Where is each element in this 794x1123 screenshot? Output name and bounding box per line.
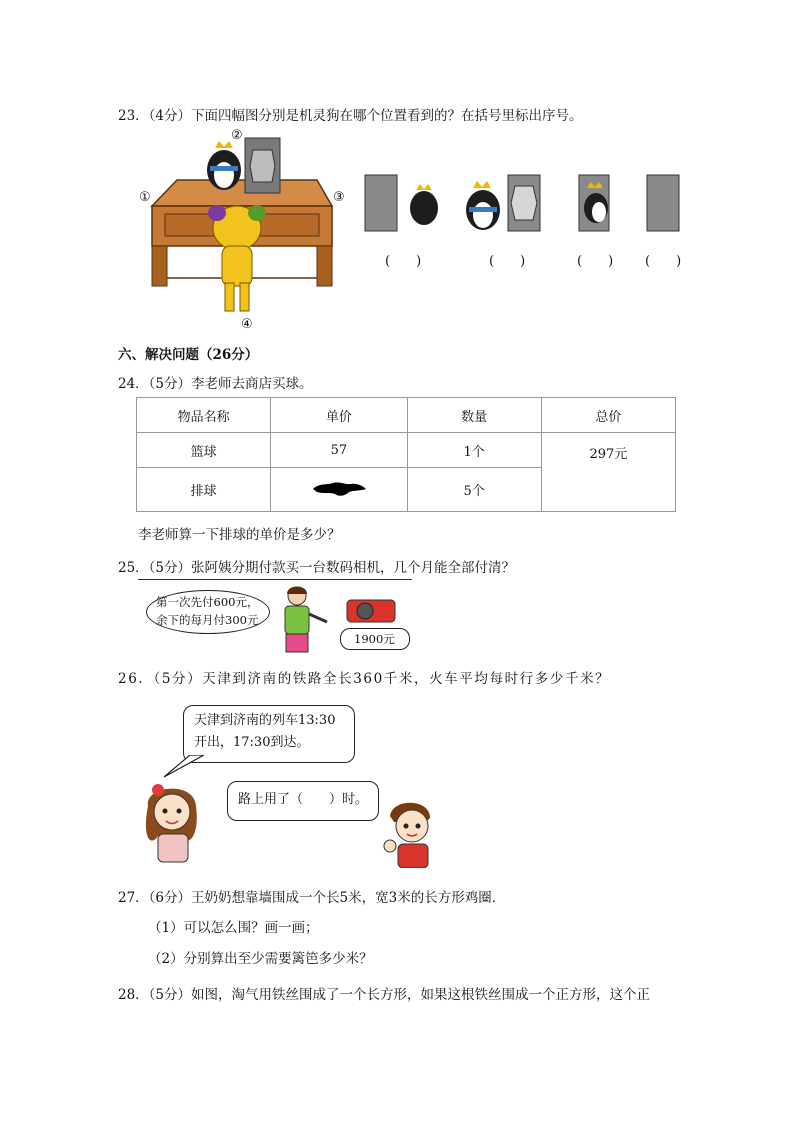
answer-blank-3[interactable]: ( ): [577, 254, 614, 269]
girl-illustration: [138, 776, 208, 866]
bubble-text: [194, 710, 335, 754]
question-27-sub1: （1）可以怎么围？画一画；: [148, 920, 319, 936]
table-header: 总价: [541, 398, 675, 433]
desk-scene-illustration: [137, 128, 687, 333]
table-header: 物品名称: [137, 398, 271, 433]
question-27-title: 27．（6分）王奶奶想靠墙围成一个长5米，宽3米的长方形鸡圈．: [118, 890, 506, 906]
question-23-figure: [137, 128, 687, 333]
divider-line: [138, 579, 412, 580]
table-header: 数量: [407, 398, 541, 433]
position-marker-4: ④: [241, 317, 253, 332]
position-marker-2: ②: [231, 128, 243, 143]
ink-blot-cell: [271, 468, 407, 512]
table-cell: 排球: [137, 468, 271, 512]
table-header-row: [137, 398, 676, 433]
table-cell: 5个: [407, 468, 541, 512]
table-cell: 57: [271, 433, 407, 468]
section-title: 六、解决问题（26分）: [118, 347, 259, 363]
answer-blank-4[interactable]: ( ): [645, 254, 682, 269]
answer-blank-2[interactable]: ( ): [489, 254, 526, 269]
question-26-title: 26．（5分）天津到济南的铁路全长360千米，火车平均每时行多少千米？: [118, 671, 611, 687]
bubble-line: 开出，17:30到达。: [194, 735, 310, 750]
question-23-title: 23．（4分）下面四幅图分别是机灵狗在哪个位置看到的？在括号里标出序号。: [118, 108, 583, 124]
table-header: 单价: [271, 398, 407, 433]
bubble-line: 第一次先付600元，: [156, 595, 259, 609]
bubble-line: 余下的每月付300元: [156, 613, 259, 627]
table-row: [137, 433, 676, 468]
question-25-title: 25．（5分）张阿姨分期付款买一台数码相机，几个月能全部付清？: [118, 560, 516, 576]
question-28-title: 28．（5分）如图，淘气用铁丝围成了一个长方形，如果这根铁丝围成一个正方形，这个正: [118, 987, 651, 1003]
price-tag-text: 1900元: [354, 632, 395, 646]
question-24-text: 李老师算一下排球的单价是多少？: [138, 527, 341, 543]
table-cell: 篮球: [137, 433, 271, 468]
position-marker-1: ①: [139, 190, 151, 205]
goods-table: [136, 397, 676, 512]
question-27-sub2: （2）分别算出至少需要篱笆多少米？: [148, 951, 373, 967]
bubble-line: 天津到济南的列车13:30: [194, 713, 336, 728]
bubble-text: [156, 593, 258, 629]
bubble-text[interactable]: 路上用了（ ）时。: [238, 792, 369, 807]
answer-blank-1[interactable]: ( ): [385, 254, 422, 269]
boy-illustration: [382, 796, 438, 868]
table-cell: 1个: [407, 433, 541, 468]
ink-blot-icon: [309, 477, 369, 499]
position-marker-3: ③: [333, 190, 345, 205]
question-24-title: 24．（5分）李老师去商店买球。: [118, 376, 313, 392]
table-cell-total: 297元: [541, 433, 675, 512]
